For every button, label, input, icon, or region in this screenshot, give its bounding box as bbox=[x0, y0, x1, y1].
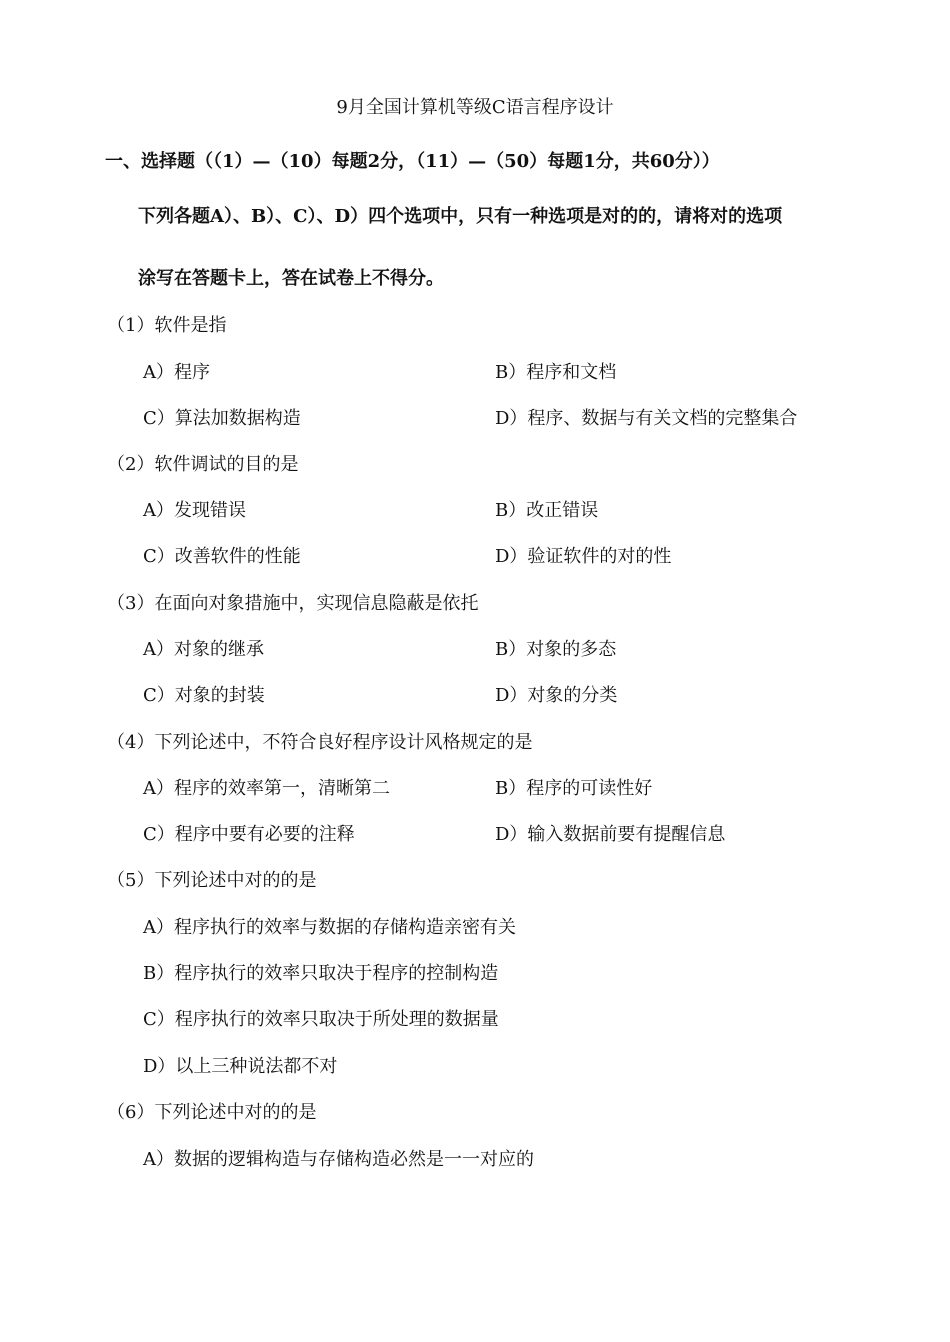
option-d: D）以上三种说法都不对 bbox=[143, 1056, 338, 1077]
section-heading: 一、选择题（（1）—（10）每题2分，（11）—（50）每题1分，共60分）） bbox=[105, 151, 720, 172]
option-d: D）对象的分类 bbox=[495, 685, 618, 706]
question-stem: （5）下列论述中对的的是 bbox=[107, 870, 317, 891]
option-a: A）程序的效率第一，清晰第二 bbox=[143, 778, 390, 799]
option-b: B）改正错误 bbox=[495, 500, 599, 521]
option-b: B）程序和文档 bbox=[495, 362, 617, 383]
option-a: A）程序执行的效率与数据的存储构造亲密有关 bbox=[143, 917, 516, 938]
option-b: B）对象的多态 bbox=[495, 639, 617, 660]
option-b: B）程序的可读性好 bbox=[495, 778, 653, 799]
instruction-line-1: 下列各题A）、B）、C）、D）四个选项中，只有一种选项是对的的，请将对的选项 bbox=[138, 206, 783, 227]
option-a: A）数据的逻辑构造与存储构造必然是一一对应的 bbox=[143, 1149, 534, 1170]
question-stem: （6）下列论述中对的的是 bbox=[107, 1102, 317, 1123]
question-stem: （3）在面向对象措施中，实现信息隐蔽是依托 bbox=[107, 593, 479, 614]
option-c: C）程序中要有必要的注释 bbox=[143, 824, 355, 845]
instruction-line-2: 涂写在答题卡上，答在试卷上不得分。 bbox=[138, 268, 444, 289]
page-title: 9月全国计算机等级C语言程序设计 bbox=[336, 97, 614, 118]
option-c: C）改善软件的性能 bbox=[143, 546, 301, 567]
option-a: A）发现错误 bbox=[143, 500, 246, 521]
question-stem: （1）软件是指 bbox=[107, 315, 227, 336]
option-c: C）算法加数据构造 bbox=[143, 408, 301, 429]
option-b: B）程序执行的效率只取决于程序的控制构造 bbox=[143, 963, 499, 984]
option-c: C）对象的封装 bbox=[143, 685, 265, 706]
option-a: A）对象的继承 bbox=[143, 639, 264, 660]
question-stem: （4）下列论述中，不符合良好程序设计风格规定的是 bbox=[107, 732, 533, 753]
question-stem: （2）软件调试的目的是 bbox=[107, 454, 299, 475]
option-c: C）程序执行的效率只取决于所处理的数据量 bbox=[143, 1009, 499, 1030]
option-d: D）验证软件的对的性 bbox=[495, 546, 672, 567]
option-a: A）程序 bbox=[143, 362, 210, 383]
option-d: D）输入数据前要有提醒信息 bbox=[495, 824, 726, 845]
option-d: D）程序、数据与有关文档的完整集合 bbox=[495, 408, 798, 429]
